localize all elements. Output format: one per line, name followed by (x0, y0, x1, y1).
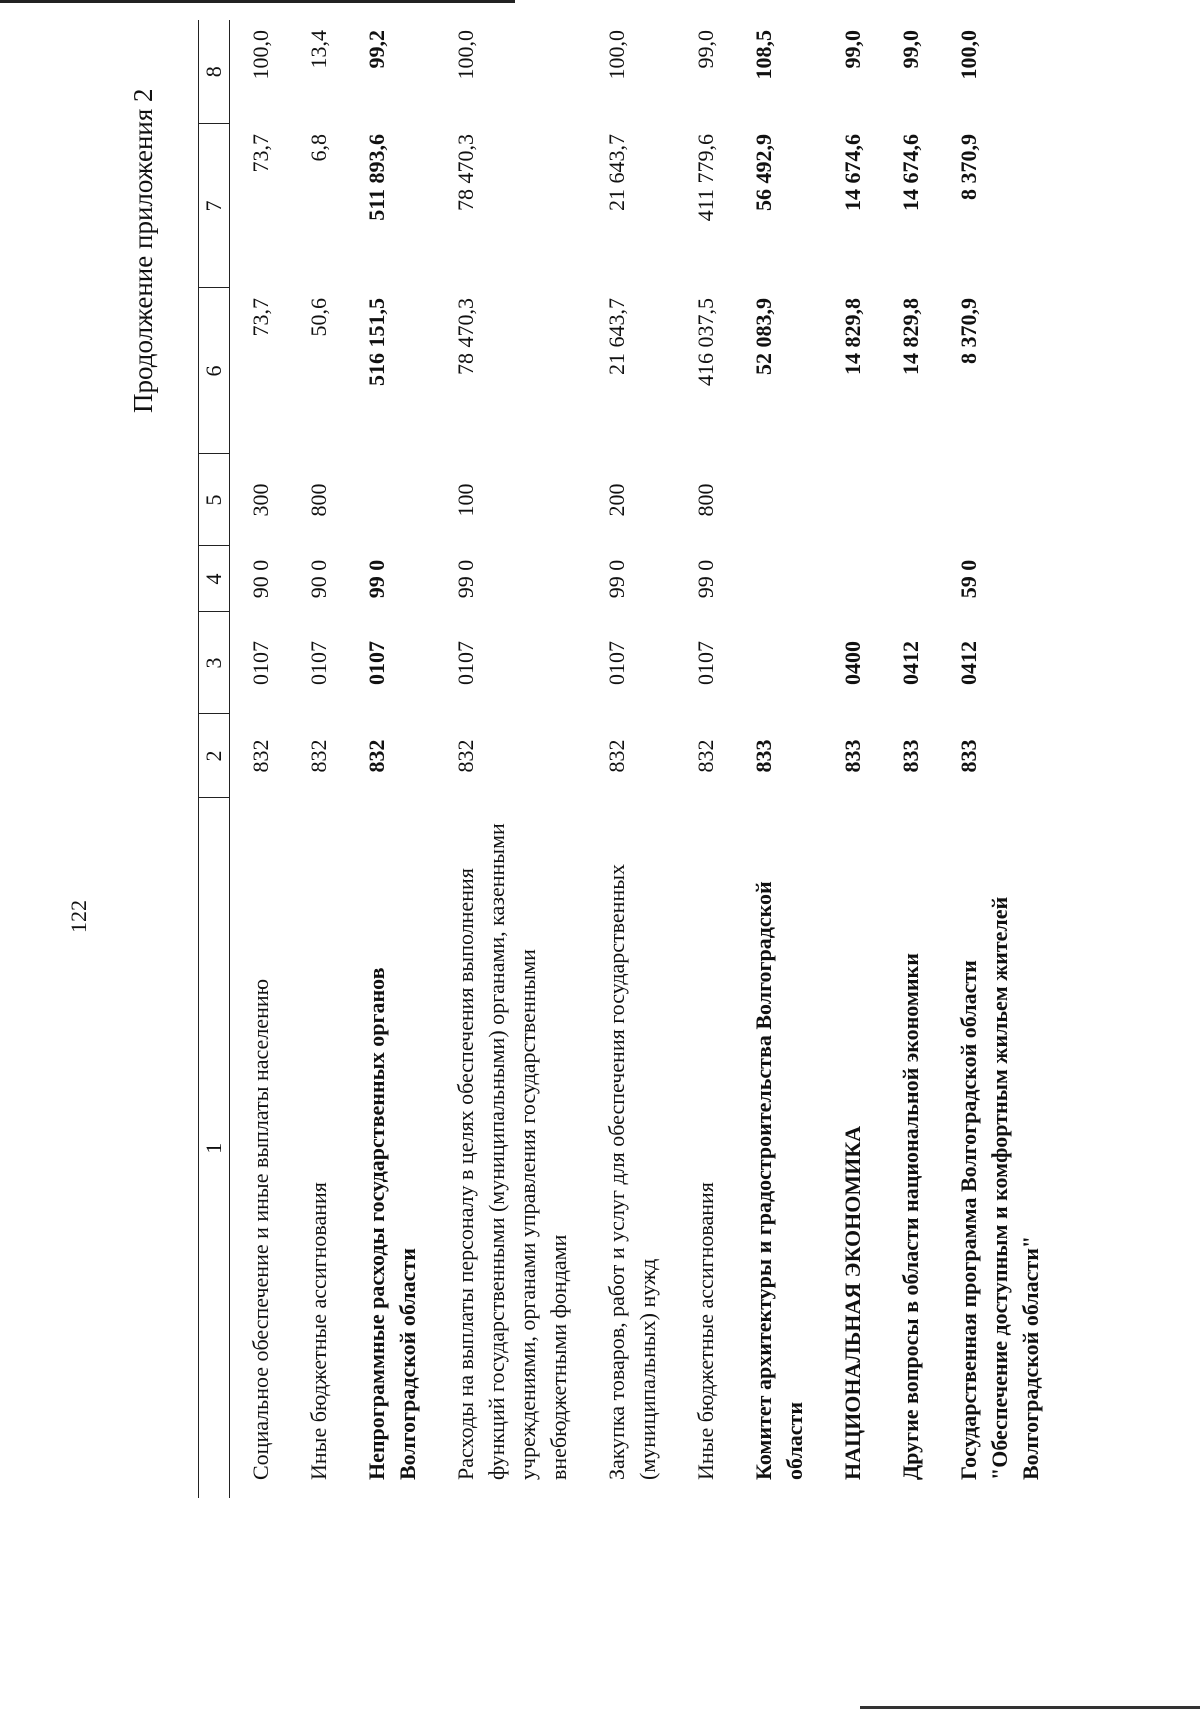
row-expense-type (880, 454, 938, 546)
row-program-code: 90 0 (248, 559, 273, 599)
row-expense-type: 800 (306, 483, 331, 517)
row-program-code: 99 0 (364, 559, 389, 599)
row-actual-amount: 511 893,6 (364, 134, 389, 221)
row-ministry-code: 833 (840, 739, 865, 773)
row-plan-amount: 416 037,5 (693, 298, 718, 386)
header-cell: 1 (199, 798, 230, 1498)
row-percent: 99,0 (898, 30, 923, 69)
row-actual-amount: 56 492,9 (751, 134, 776, 211)
row-name: Комитет архитектуры и градостроительства Волгоградской области (751, 881, 807, 1480)
row-plan-amount: 14 829,8 (898, 298, 923, 375)
header-cell: 6 (199, 288, 230, 454)
row-actual-amount: 8 370,9 (956, 134, 981, 200)
row-percent: 99,2 (364, 30, 389, 69)
header-row (199, 20, 230, 1498)
row-section-code: 0107 (248, 641, 273, 685)
row-actual-amount: 411 779,6 (693, 134, 718, 222)
row-section-code: 0107 (364, 641, 389, 685)
row-ministry-code: 832 (693, 739, 718, 773)
row-expense-type: 200 (604, 483, 629, 517)
table-row (586, 20, 675, 1498)
row-name: Закупка товаров, работ и услуг для обеспечения государственных (муниципальных) нужд (604, 863, 660, 1480)
row-program-code: 99 0 (604, 559, 629, 599)
row-name: Иные бюджетные ассигнования (693, 1182, 718, 1480)
table-row (675, 20, 733, 1498)
row-ministry-code: 832 (248, 739, 273, 773)
row-name: Государственная программа Волгоградской области "Обеспечение доступным и комфортным жильем жителей Волгоградской области" (956, 896, 1043, 1480)
row-expense-type: 300 (248, 483, 273, 517)
row-plan-amount: 52 083,9 (751, 298, 776, 375)
table-row (880, 20, 938, 1498)
row-ministry-code: 832 (604, 739, 629, 773)
row-percent: 13,4 (306, 30, 331, 69)
row-ministry-code: 833 (956, 739, 981, 773)
row-ministry-code: 832 (364, 739, 389, 773)
row-plan-amount: 8 370,9 (956, 298, 981, 364)
page-number: 122 (66, 900, 91, 933)
row-percent: 100,0 (956, 30, 981, 80)
row-section-code: 0412 (898, 641, 923, 685)
row-percent: 99,0 (693, 30, 718, 69)
row-name: Иные бюджетные ассигнования (306, 1182, 331, 1480)
row-ministry-code: 832 (306, 739, 331, 773)
row-actual-amount: 73,7 (248, 134, 273, 173)
row-section-code: 0400 (840, 641, 865, 685)
table-row (230, 20, 289, 1498)
table-row (346, 20, 435, 1498)
row-name: Расходы на выплаты персоналу в целях обеспечения выполнения функций государственными (муниципальными) органами, казенными учреждениями, органами управления государственными внебюджетными фондами (453, 823, 571, 1480)
header-cell: 8 (199, 20, 230, 124)
table-row (435, 20, 586, 1498)
row-program-code: 59 0 (956, 559, 981, 599)
row-program-code (880, 546, 938, 612)
row-section-code: 0107 (306, 641, 331, 685)
table-row (733, 20, 822, 1498)
row-expense-type (822, 454, 880, 546)
row-plan-amount: 50,6 (306, 298, 331, 337)
row-program-code: 90 0 (306, 559, 331, 599)
row-program-code: 99 0 (693, 559, 718, 599)
row-program-code (822, 546, 880, 612)
row-actual-amount: 14 674,6 (840, 134, 865, 211)
row-percent: 100,0 (604, 30, 629, 80)
table-row (938, 20, 1058, 1498)
header-cell: 4 (199, 546, 230, 612)
row-plan-amount: 14 829,8 (840, 298, 865, 375)
row-name: Социальное обеспечение и иные выплаты населению (248, 978, 273, 1480)
row-section-code (733, 612, 822, 714)
row-section-code: 0107 (693, 641, 718, 685)
row-percent: 108,5 (751, 30, 776, 80)
row-plan-amount: 78 470,3 (453, 298, 478, 375)
row-percent: 99,0 (840, 30, 865, 69)
appendix-caption: Продолжение приложения 2 (128, 88, 158, 413)
header-cell: 3 (199, 612, 230, 714)
table-body (230, 20, 1059, 1498)
table-row (822, 20, 880, 1498)
row-expense-type (733, 454, 822, 546)
row-expense-type: 800 (693, 483, 718, 517)
row-program-code (733, 546, 822, 612)
row-section-code: 0107 (453, 641, 478, 685)
row-percent: 100,0 (248, 30, 273, 80)
row-program-code: 99 0 (453, 559, 478, 599)
row-name: Непрограммные расходы государственных органов Волгоградской области (364, 967, 420, 1480)
row-section-code: 0107 (604, 641, 629, 685)
header-cell: 2 (199, 714, 230, 798)
budget-table (198, 20, 1058, 1498)
row-expense-type (938, 454, 1058, 546)
row-ministry-code: 833 (751, 739, 776, 773)
table-row (288, 20, 346, 1498)
header-cell: 7 (199, 124, 230, 288)
row-expense-type (346, 454, 435, 546)
row-name: НАЦИОНАЛЬНАЯ ЭКОНОМИКА (840, 1125, 865, 1480)
row-ministry-code: 832 (453, 739, 478, 773)
row-actual-amount: 14 674,6 (898, 134, 923, 211)
row-percent: 100,0 (453, 30, 478, 80)
row-expense-type: 100 (453, 483, 478, 517)
row-actual-amount: 21 643,7 (604, 134, 629, 211)
row-actual-amount: 78 470,3 (453, 134, 478, 211)
header-cell: 5 (199, 454, 230, 546)
row-plan-amount: 516 151,5 (364, 298, 389, 386)
row-actual-amount: 6,8 (306, 134, 331, 162)
row-section-code: 0412 (956, 641, 981, 685)
row-plan-amount: 21 643,7 (604, 298, 629, 375)
row-ministry-code: 833 (898, 739, 923, 773)
row-plan-amount: 73,7 (248, 298, 273, 337)
row-name: Другие вопросы в области национальной экономики (898, 953, 923, 1480)
